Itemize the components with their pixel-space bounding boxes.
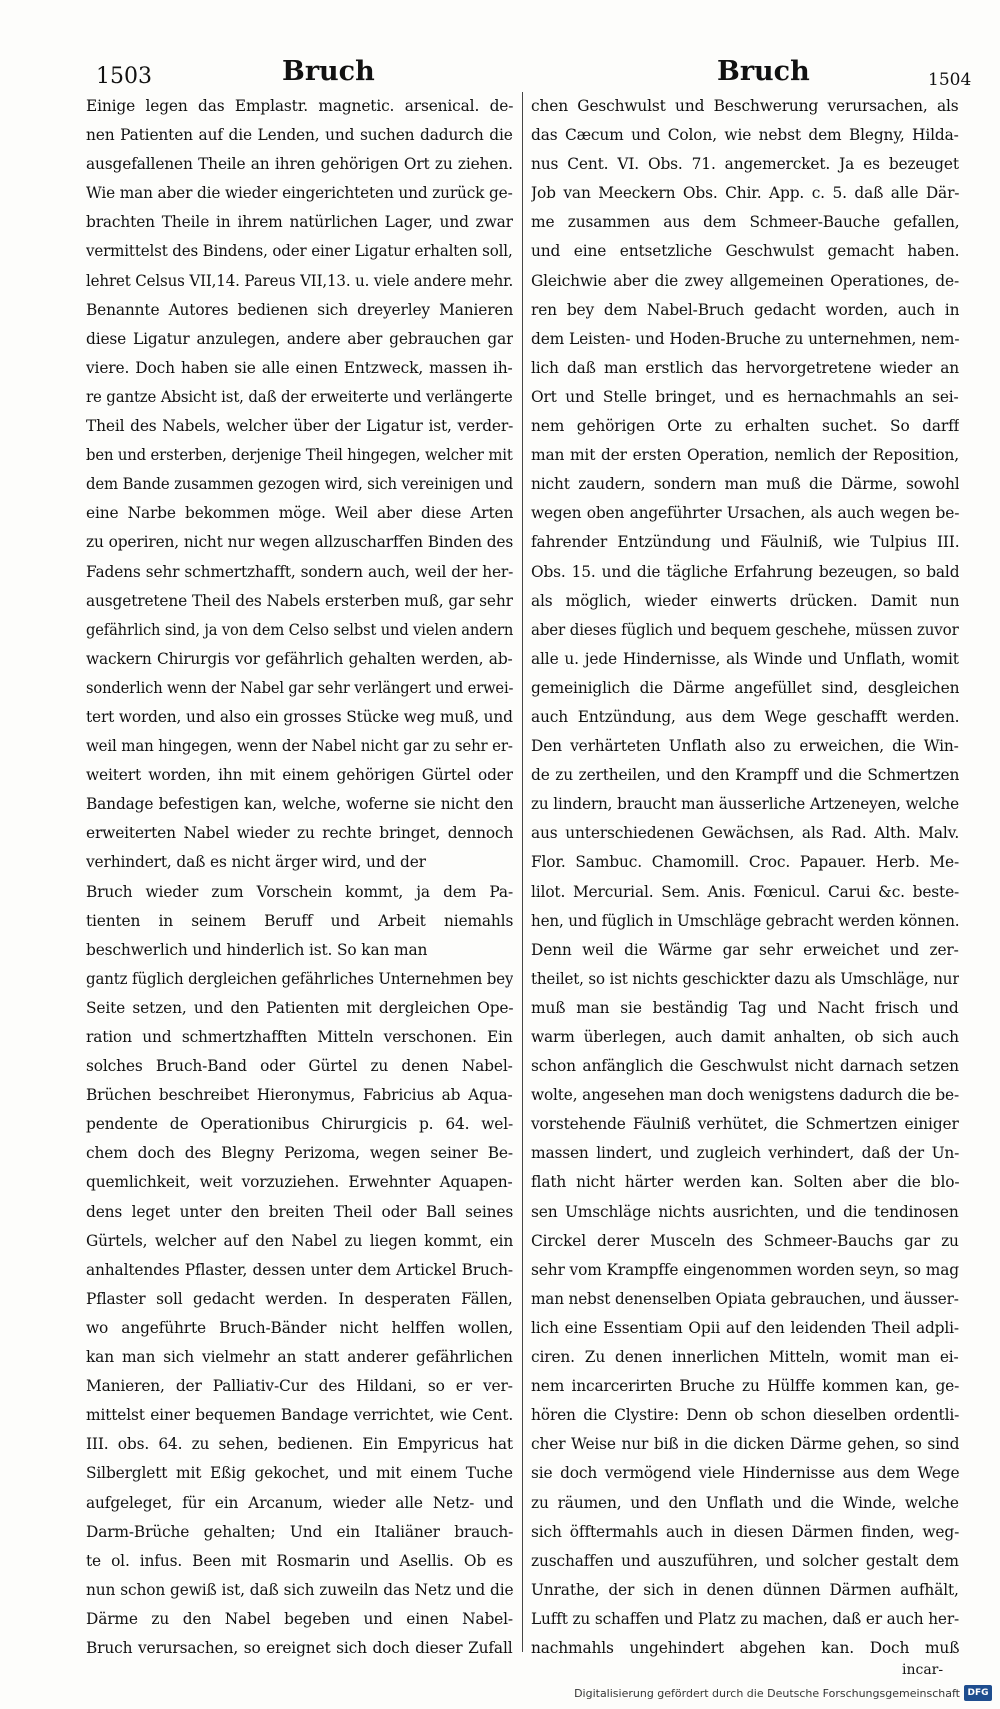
- text-line: lich eine Essentiam Opii auf den leidenden Theil adpli-: [531, 1318, 959, 1337]
- text-line: Flor. Sambuc. Chamomill. Croc. Papauer. Herb. Me-: [531, 853, 959, 872]
- text-line: nem gehörigen Orte zu erhalten suchet. So darff: [531, 417, 959, 436]
- text-line: Benannte Autores bedienen sich dreyerley Manieren: [86, 300, 513, 319]
- text-line: nem incarcerirten Bruche zu Hülffe kommen kan, ge-: [531, 1377, 959, 1396]
- text-line: eine Narbe bekommen möge. Weil aber diese Arten: [86, 504, 513, 523]
- text-line: wackern Chirurgis vor gefährlich gehalten werden, ab-: [86, 649, 513, 668]
- text-line: dem Leisten- und Hoden-Bruche zu unternehmen, nem-: [531, 329, 959, 348]
- text-line: sen Umschläge nichts ausrichten, und die tendinosen: [531, 1202, 959, 1221]
- text-line: massen lindert, und zugleich verhindert, daß der Un-: [531, 1144, 959, 1163]
- text-line: tert worden, und also ein grosses Stücke weg muß, und: [86, 707, 513, 726]
- text-line: Theil des Nabels, welcher über der Ligatur ist, verder-: [86, 417, 513, 436]
- text-line: man nebst denenselben Opiata gebrauchen, und äusser-: [531, 1289, 959, 1308]
- text-line: schon anfänglich die Geschwulst nicht darnach setzen: [531, 1057, 959, 1076]
- text-line: Gleichwie aber die zwey allgemeinen Operationes, de-: [531, 271, 959, 290]
- text-line: nun schon gewiß ist, daß sich zuweiln das Netz und die: [86, 1580, 513, 1599]
- text-line: re gantze Absicht ist, daß der erweiterte und verlängerte: [86, 387, 513, 406]
- text-line: hen, und füglich in Umschläge gebracht werden können.: [531, 911, 959, 930]
- footer-credit: Digitalisierung gefördert durch die Deutsche Forschungsgemeinschaft: [574, 1687, 960, 1700]
- text-line: flath nicht härter werden kan. Solten aber die blo-: [531, 1173, 959, 1192]
- text-line: alle u. jede Hindernisse, als Winde und Unflath, womit: [531, 649, 959, 668]
- left-page-number: 1503: [96, 64, 152, 89]
- text-line: lehret Celsus VII,14. Pareus VII,13. u. viele andere mehr.: [86, 271, 513, 290]
- text-line: lich daß man erstlich das hervorgetretene wieder an: [531, 358, 959, 377]
- text-line: theilet, so ist nichts geschickter dazu als Umschläge, nur: [531, 969, 959, 988]
- text-line: anhaltendes Pflaster, dessen unter dem Artickel Bruch-: [86, 1260, 513, 1279]
- text-line: aus unterschiedenen Gewächsen, als Rad. Alth. Malv.: [531, 824, 959, 843]
- text-line: chem doch des Blegny Perizoma, wegen seiner Be-: [86, 1144, 513, 1163]
- text-line: Wie man aber die wieder eingerichteten und zurück ge-: [86, 184, 513, 203]
- text-line: Pflaster soll gedacht werden. In desperaten Fällen,: [86, 1289, 513, 1308]
- text-line: Ort und Stelle bringet, und es hernachmahls an sei-: [531, 387, 959, 406]
- text-line: me zusammen aus dem Schmeer-Bauche gefallen,: [531, 213, 959, 232]
- right-running-title: Bruch: [717, 56, 810, 87]
- text-line: Bruch verursachen, so ereignet sich doch dieser Zufall: [86, 1638, 513, 1657]
- text-line: weil man hingegen, wenn der Nabel nicht gar zu sehr er-: [86, 737, 513, 756]
- text-line: ration und schmertzhafften Mitteln verschonen. Ein: [86, 1028, 513, 1046]
- text-line: hören die Clystire: Denn ob schon dieselben ordentli-: [531, 1406, 959, 1425]
- text-line: dem Bande zusammen gezogen wird, sich vereinigen und: [86, 475, 513, 494]
- text-line: Brüchen beschreibet Hieronymus, Fabricius ab Aqua-: [86, 1086, 513, 1105]
- text-line: te ol. infus. Been mit Rosmarin und Asellis. Ob es: [86, 1551, 513, 1570]
- text-line: gemeiniglich die Därme angefüllet sind, desgleichen: [531, 678, 959, 697]
- text-line: Job van Meeckern Obs. Chir. App. c. 5. daß alle Där-: [531, 184, 959, 203]
- text-line: ben und ersterben, derjenige Theil hingegen, welcher mit: [86, 446, 513, 465]
- text-line: sonderlich wenn der Nabel gar sehr verlängert und erwei-: [86, 678, 513, 697]
- text-line: nen Patienten auf die Lenden, und suchen dadurch die: [86, 126, 513, 145]
- text-line: Unrathe, der sich in denen dünnen Därmen aufhält,: [531, 1580, 959, 1599]
- text-line: Denn weil die Wärme gar sehr erweichet und zer-: [531, 940, 959, 959]
- text-line: erweiterten Nabel wieder zu rechte bringet, dennoch: [86, 824, 513, 843]
- text-line: diese Ligatur anzulegen, andere aber gebrauchen gar: [86, 329, 513, 348]
- catchword: incar-: [902, 1662, 944, 1678]
- text-line: Den verhärteten Unflath also zu erweichen, die Win-: [531, 737, 959, 756]
- column-divider: [522, 92, 523, 1652]
- text-line: [531, 1663, 959, 1664]
- text-line: dens leget unter den breiten Theil oder Ball seines: [86, 1202, 513, 1221]
- text-line: zu operiren, nicht nur wegen allzuscharffen Binden des: [86, 533, 513, 552]
- text-line: chen Geschwulst und Beschwerung verursachen, als: [531, 97, 959, 115]
- text-line: Circkel derer Musceln des Schmeer-Bauchs gar zu: [531, 1231, 959, 1250]
- text-line: mittelst einer bequemen Bandage verrichtet, wie Cent.: [86, 1406, 513, 1425]
- text-line: sehr vom Krampffe eingenommen worden seyn, so mag: [531, 1260, 959, 1279]
- text-line: Manieren, der Palliativ-Cur des Hildani, so er ver-: [86, 1377, 513, 1396]
- text-line: vermittelst des Bindens, oder einer Ligatur erhalten soll,: [86, 242, 513, 261]
- right-text-column: [531, 92, 959, 1664]
- text-line: ausgefallenen Theile an ihren gehörigen Ort zu ziehen.: [86, 155, 513, 174]
- left-running-title: Bruch: [282, 56, 375, 87]
- text-line: [86, 1663, 513, 1664]
- text-line: wegen oben angeführter Ursachen, als auch wegen be-: [531, 504, 959, 523]
- text-line: viere. Doch haben sie alle einen Entzweck, massen ih-: [86, 358, 513, 377]
- right-page-number: 1504: [928, 70, 972, 90]
- text-line: Bandage befestigen kan, welche, woferne sie nicht den: [86, 795, 513, 814]
- text-line: verhindert, daß es nicht ärger wird, und der: [86, 853, 426, 872]
- text-line: sich öfftermahls auch in diesen Därmen finden, weg-: [531, 1522, 959, 1541]
- text-line: Silberglett mit Eßig gekochet, und mit einem Tuche: [86, 1464, 513, 1483]
- text-line: aber dieses füglich und bequem geschehe, müssen zuvor: [531, 620, 959, 639]
- left-text-column: [86, 92, 513, 1664]
- text-line: auch Entzündung, aus dem Wege geschafft werden.: [531, 707, 959, 726]
- text-line: und eine entsetzliche Geschwulst gemacht haben.: [531, 242, 959, 261]
- text-line: Einige legen das Emplastr. magnetic. arsenical. de-: [86, 97, 513, 115]
- text-line: gefährlich sind, ja von dem Celso selbst und vielen andern: [86, 620, 513, 639]
- text-line: zu lindern, braucht man äusserliche Artzeneyen, welche: [531, 795, 959, 814]
- text-line: Darm-Brüche gehalten; Und ein Italiäner brauch-: [86, 1522, 513, 1541]
- text-line: Lufft zu schaffen und Platz zu machen, daß er auch her-: [531, 1609, 959, 1628]
- text-line: muß man sie beständig Tag und Nacht frisch und: [531, 998, 959, 1017]
- text-line: das Cæcum und Colon, wie nebst dem Blegny, Hilda-: [531, 126, 959, 145]
- text-line: ren bey dem Nabel-Bruch gedacht worden, auch in: [531, 300, 959, 319]
- text-line: gantz füglich dergleichen gefährliches Unternehmen bey: [86, 969, 513, 988]
- text-line: kan man sich vielmehr an statt anderer gefährlichen: [86, 1348, 513, 1367]
- text-line: weitert worden, ihn mit einem gehörigen Gürtel oder: [86, 766, 513, 785]
- text-line: nicht zaudern, sondern man muß die Därme, sowohl: [531, 475, 959, 494]
- text-line: tienten in seinem Beruff und Arbeit niemahls: [86, 911, 513, 930]
- text-line: ciren. Zu denen innerlichen Mitteln, womit man ei-: [531, 1348, 959, 1367]
- text-line: sie doch vermögend viele Hindernisse aus dem Wege: [531, 1464, 959, 1483]
- text-line: Därme zu den Nabel begeben und einen Nabel-: [86, 1609, 513, 1628]
- text-line: man mit der ersten Operation, nemlich der Reposition,: [531, 446, 959, 465]
- text-line: beschwerlich und hinderlich ist. So kan man: [86, 940, 428, 959]
- text-line: quemlichkeit, weit vorzuziehen. Erwehnter Aquapen-: [86, 1173, 513, 1192]
- text-line: Bruch wieder zum Vorschein kommt, ja dem Pa-: [86, 882, 513, 901]
- text-line: solches Bruch-Band oder Gürtel zu denen Nabel-: [86, 1057, 513, 1076]
- text-line: fahrender Entzündung und Fäulniß, wie Tulpius III.: [531, 533, 959, 552]
- text-line: vorstehende Fäulniß verhütet, die Schmertzen einiger: [531, 1115, 959, 1134]
- text-line: lilot. Mercurial. Sem. Anis. Fœnicul. Carui &c. beste-: [531, 882, 959, 901]
- text-line: wo angeführte Bruch-Bänder nicht helffen wollen,: [86, 1318, 513, 1337]
- text-line: ausgetretene Theil des Nabels ersterben muß, gar sehr: [86, 591, 513, 610]
- text-line: Gürtels, welcher auf den Nabel zu liegen kommt, ein: [86, 1231, 513, 1250]
- text-line: zu räumen, und den Unflath und die Winde, welche: [531, 1493, 959, 1512]
- text-line: de zu zertheilen, und den Krampff und die Schmertzen: [531, 766, 959, 785]
- text-line: pendente de Operationibus Chirurgicis p. 64. wel-: [86, 1115, 513, 1134]
- text-line: wolte, angesehen man doch wenigstens dadurch die be-: [531, 1086, 959, 1105]
- text-line: nachmahls ungehindert abgehen kan. Doch muß: [531, 1638, 959, 1657]
- text-line: Fadens sehr schmertzhafft, sondern auch, weil der her-: [86, 562, 513, 581]
- text-line: cher Weise nur biß in die dicken Därme gehen, so sind: [531, 1435, 959, 1454]
- dfg-logo-icon: DFG: [964, 1685, 992, 1701]
- text-line: als möglich, wieder einwerts drücken. Damit nun: [531, 591, 959, 610]
- text-line: nus Cent. VI. Obs. 71. angemercket. Ja es bezeuget: [531, 155, 959, 174]
- text-line: aufgeleget, für ein Arcanum, wieder alle Netz- und: [86, 1493, 513, 1512]
- text-line: brachten Theile in ihrem natürlichen Lager, und zwar: [86, 213, 513, 232]
- text-line: Obs. 15. und die tägliche Erfahrung bezeugen, so bald: [531, 562, 959, 581]
- text-line: III. obs. 64. zu sehen, bedienen. Ein Empyricus hat: [86, 1435, 513, 1454]
- text-line: Seite setzen, und den Patienten mit dergleichen Ope-: [86, 998, 513, 1017]
- text-line: warm überlegen, auch damit anhalten, ob sich auch: [531, 1028, 959, 1046]
- text-line: zuschaffen und auszuführen, und solcher gestalt dem: [531, 1551, 959, 1570]
- digitization-footer: [560, 1685, 996, 1705]
